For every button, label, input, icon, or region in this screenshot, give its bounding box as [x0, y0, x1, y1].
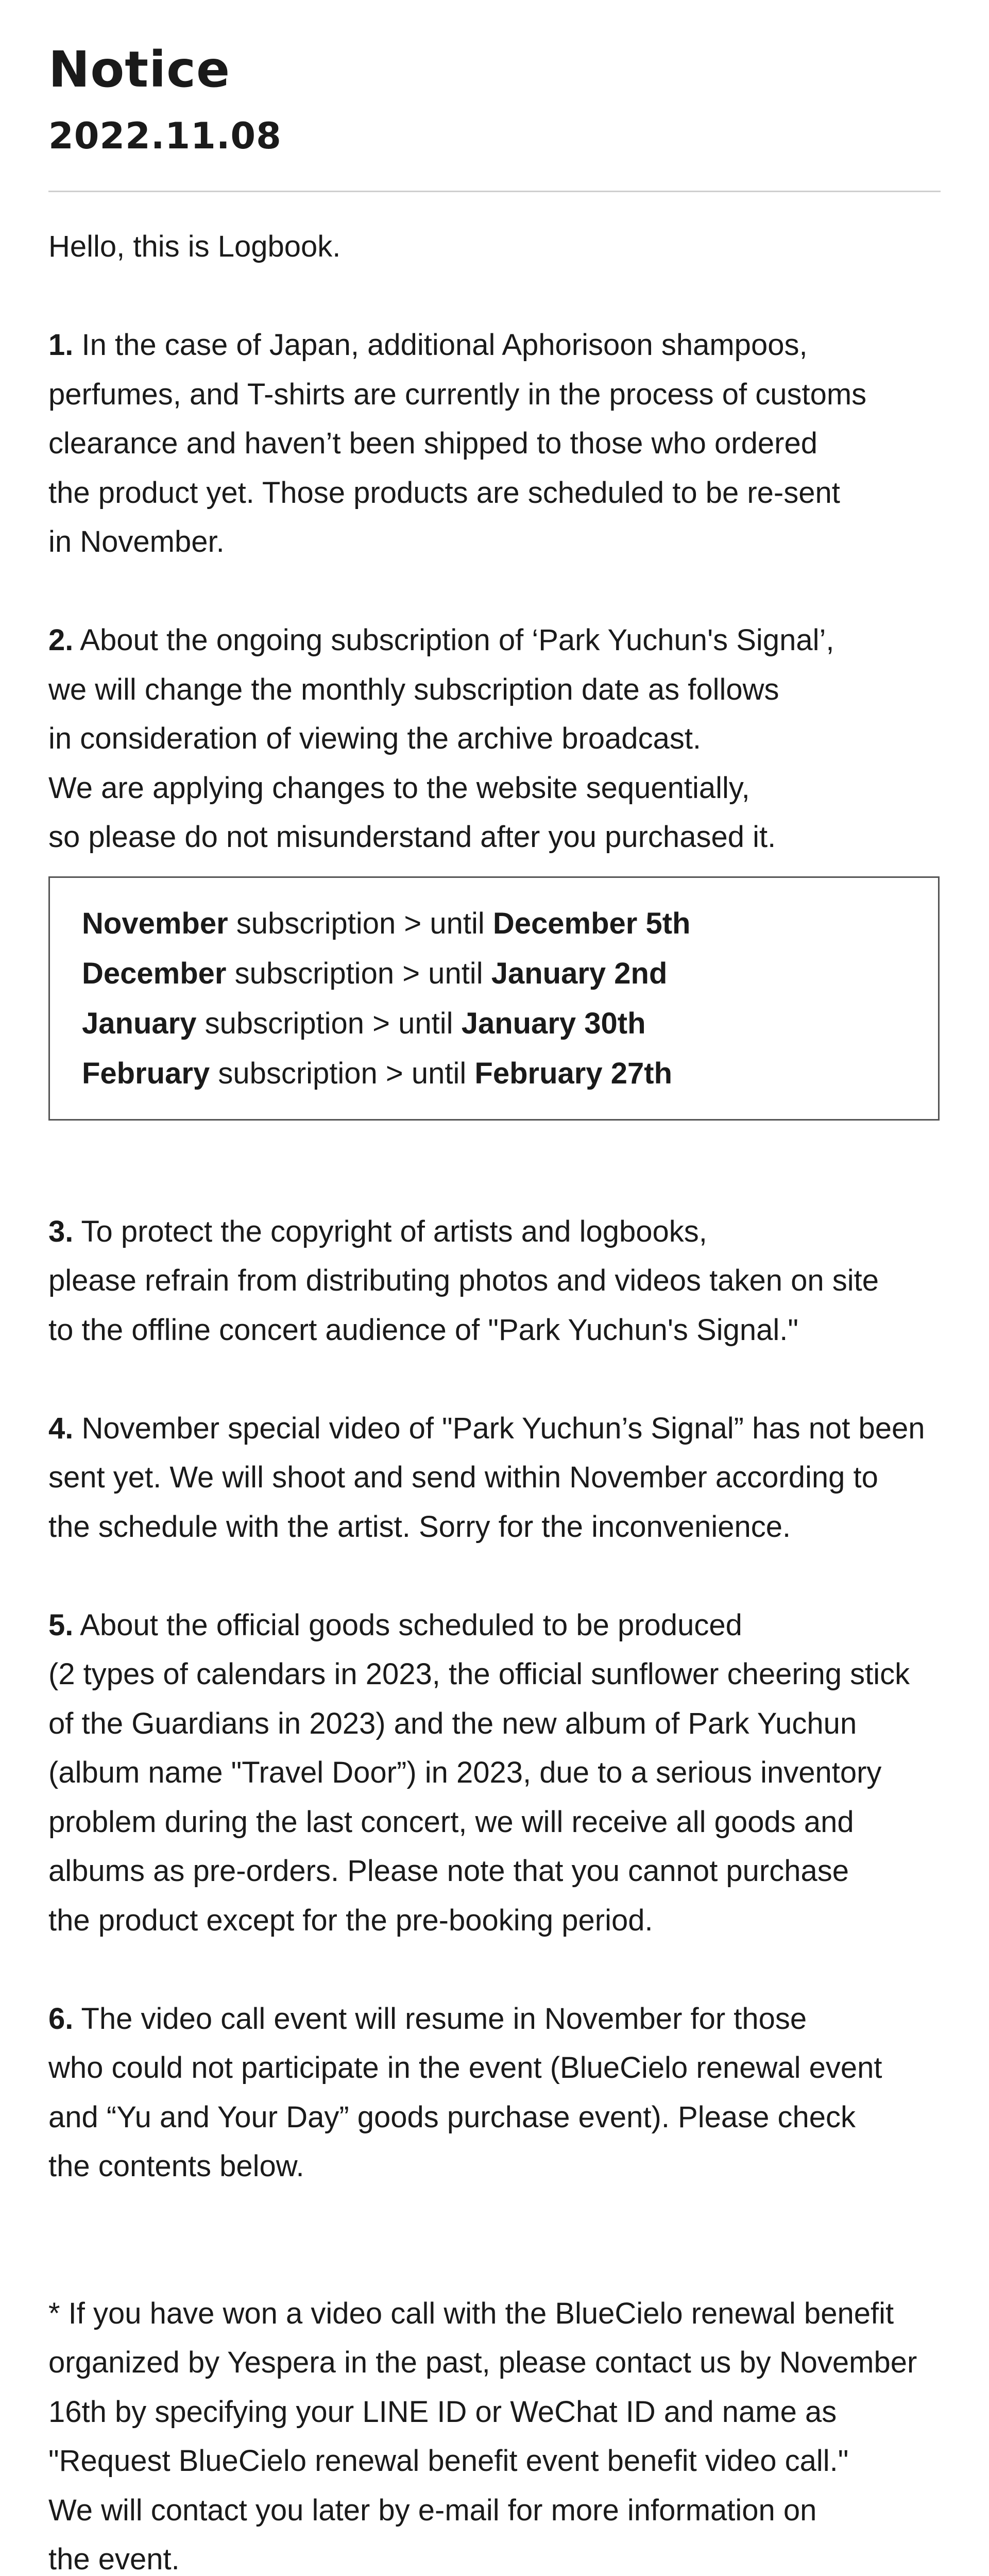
schedule-month: November [82, 906, 228, 940]
item-3-line: To protect the copyright of artists and logbooks, [73, 1214, 707, 1248]
item-1-line: clearance and haven’t been shipped to those who ordered [48, 427, 817, 460]
item-6-number: 6. [48, 2002, 74, 2036]
notice-content [48, 36, 941, 2576]
item-1-line: the product yet. Those products are scheduled to be re-sent [48, 476, 840, 510]
schedule-middle: subscription > until [210, 1056, 475, 1090]
note-bluecielo [48, 2289, 941, 2576]
note-line: organized by Yespera in the past, please contact us by November [48, 2346, 917, 2379]
item-5-line: albums as pre-orders. Please note that you cannot purchase [48, 1854, 849, 1888]
item-5-line: (2 types of calendars in 2023, the official sunflower cheering stick [48, 1657, 910, 1691]
item-5-line: of the Guardians in 2023) and the new album of Park Yuchun [48, 1706, 857, 1740]
schedule-month: December [82, 956, 227, 990]
item-6 [48, 1994, 941, 2191]
notice-title: Notice [48, 41, 231, 98]
schedule-until: February 27th [474, 1056, 672, 1090]
subscription-schedule-box [48, 876, 940, 1121]
item-2-line: About the ongoing subscription of ‘Park Yuchun's Signal’, [73, 623, 834, 657]
item-2 [48, 616, 941, 862]
item-6-line: The video call event will resume in November for those [73, 2002, 807, 2036]
item-4-number: 4. [48, 1411, 74, 1445]
item-4-line: the schedule with the artist. Sorry for the inconvenience. [48, 1510, 791, 1544]
item-1 [48, 320, 941, 567]
schedule-middle: subscription > until [226, 956, 491, 990]
item-3 [48, 1207, 941, 1355]
item-2-line: We are applying changes to the website sequentially, [48, 771, 750, 805]
item-5-number: 5. [48, 1608, 74, 1642]
note-line: We will contact you later by e-mail for more information on [48, 2493, 817, 2527]
item-1-line: In the case of Japan, additional Aphorisoon shampoos, [73, 328, 808, 362]
item-4-line: sent yet. We will shoot and send within November according to [48, 1461, 878, 1494]
schedule-row [82, 1048, 906, 1098]
item-5-line: problem during the last concert, we will receive all goods and [48, 1805, 854, 1839]
item-5 [48, 1601, 941, 1945]
item-3-line: to the offline concert audience of "Park Yuchun's Signal." [48, 1313, 798, 1347]
item-2-line: in consideration of viewing the archive broadcast. [48, 722, 702, 755]
item-2-line: we will change the monthly subscription date as follows [48, 672, 779, 706]
schedule-middle: subscription > until [196, 1006, 462, 1040]
item-2-number: 2. [48, 623, 74, 657]
header-divider [48, 191, 941, 192]
item-5-line: About the official goods scheduled to be produced [73, 1608, 742, 1642]
schedule-month: February [82, 1056, 210, 1090]
item-1-number: 1. [48, 328, 74, 362]
schedule-row [82, 948, 906, 998]
item-4-line: November special video of "Park Yuchun’s Signal” has not been [73, 1411, 925, 1445]
schedule-row [82, 899, 906, 948]
note-line: * If you have won a video call with the BlueCielo renewal benefit [48, 2296, 894, 2330]
item-6-line: who could not participate in the event (BlueCielo renewal event [48, 2051, 882, 2084]
note-line: 16th by specifying your LINE ID or WeChat ID and name as [48, 2395, 837, 2429]
note-line: "Request BlueCielo renewal benefit event benefit video call." [48, 2444, 849, 2478]
note-line: the event. [48, 2543, 180, 2576]
greeting: Hello, this is Logbook. [48, 230, 341, 263]
schedule-row [82, 998, 906, 1048]
item-5-line: (album name "Travel Door”) in 2023, due to a serious inventory [48, 1756, 882, 1789]
schedule-until: December 5th [492, 906, 691, 940]
schedule-month: January [82, 1006, 197, 1040]
item-2-line: so please do not misunderstand after you purchased it. [48, 820, 776, 854]
schedule-until: January 30th [461, 1006, 646, 1040]
item-6-line: and “Yu and Your Day” goods purchase event). Please check [48, 2100, 856, 2134]
schedule-middle: subscription > until [228, 906, 493, 940]
item-3-number: 3. [48, 1214, 74, 1248]
schedule-until: January 2nd [491, 956, 668, 990]
item-4 [48, 1404, 941, 1552]
item-5-line: the product except for the pre-booking period. [48, 1903, 653, 1937]
notice-body [48, 222, 941, 2576]
item-3-line: please refrain from distributing photos and videos taken on site [48, 1264, 879, 1297]
item-1-line: in November. [48, 525, 225, 558]
item-1-line: perfumes, and T-shirts are currently in the process of customs [48, 377, 867, 411]
notice-date: 2022.11.08 [48, 115, 282, 157]
item-6-line: the contents below. [48, 2149, 304, 2183]
